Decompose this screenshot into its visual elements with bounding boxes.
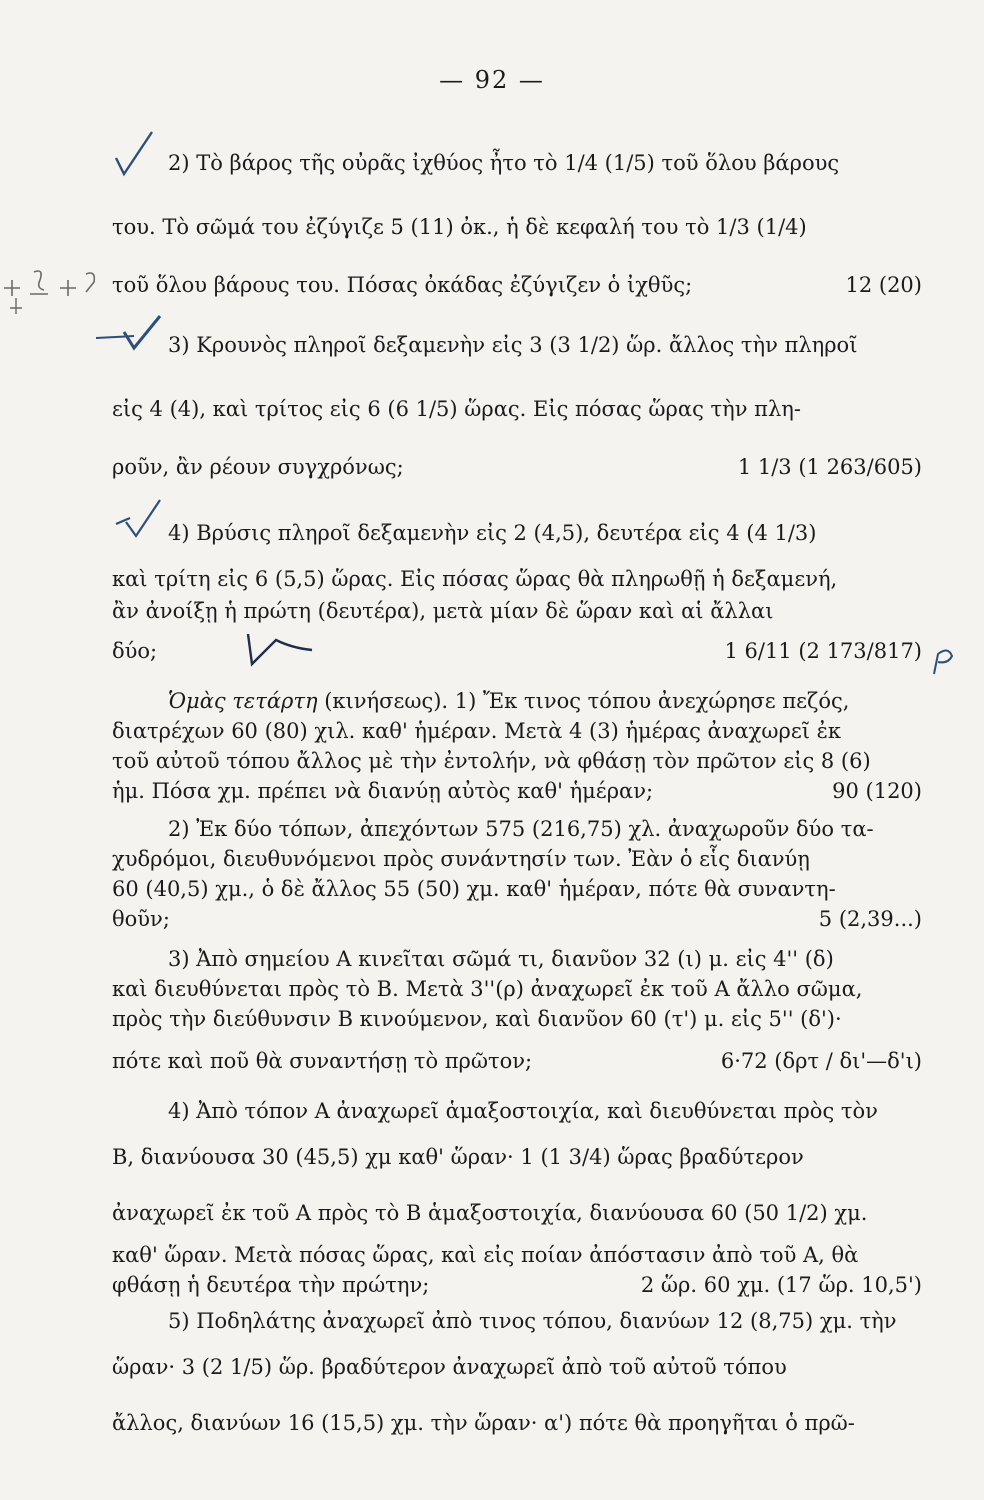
- text-line: [112, 1270, 922, 1300]
- text-line: ἂν ἀνοίξῃ ἡ πρώτη (δευτέρα), μετὰ μίαν δὲ ὥραν καὶ αἱ ἄλλαι: [112, 599, 774, 623]
- text-line: 3) Ἀπὸ σημείου Α κινεῖται σῶμά τι, διανῦον 32 (ι) μ. εἰς 4'' (δ): [168, 947, 834, 971]
- text-line: [168, 686, 922, 716]
- line-text: (κινήσεως). 1) Ἔκ τινος τόπου ἀνεχώρησε πεζός,: [324, 689, 850, 713]
- text-line: 2) Ἐκ δύο τόπων, ἀπεχόντων 575 (216,75) χλ. ἀναχωροῦν δύο τα-: [168, 817, 874, 841]
- text-line: ἄλλος, διανύων 16 (15,5) χμ. τὴν ὥραν· α') πότε θὰ προηγῆται ὁ πρῶ-: [112, 1411, 855, 1435]
- text-line: χυδρόμοι, διευθυνόμενοι πρὸς συνάντησίν των. Ἐὰν ὁ εἷς διανύῃ: [112, 847, 810, 871]
- answer: 2 ὥρ. 60 χμ. (17 ὥρ. 10,5'): [640, 1273, 922, 1297]
- text-line: 2) Τὸ βάρος τῆς οὐρᾶς ἰχθύος ἦτο τὸ 1/4 (1/5) τοῦ ὅλου βάρους: [168, 151, 840, 175]
- text-line: εἰς 4 (4), καὶ τρίτος εἰς 6 (6 1/5) ὥρας. Εἰς πόσας ὥρας τὴν πλη-: [112, 397, 801, 421]
- line-text: πότε καὶ ποῦ θὰ συναντήσῃ τὸ πρῶτον;: [112, 1049, 533, 1073]
- text-line: Β, διανύουσα 30 (45,5) χμ καθ' ὥραν· 1 (1 3/4) ὥρας βραδύτερον: [112, 1145, 804, 1169]
- text-line: του. Τὸ σῶμά του ἐζύγιζε 5 (11) ὀκ., ἡ δὲ κεφαλή του τὸ 1/3 (1/4): [112, 215, 807, 239]
- line-text: φθάσῃ ἡ δευτέρα τὴν πρώτην;: [112, 1273, 430, 1297]
- line-text: τοῦ ὅλου βάρους του. Πόσας ὀκάδας ἐζύγιζεν ὁ ἰχθῦς;: [112, 273, 693, 297]
- answer: 1 1/3 (1 263/605): [737, 455, 922, 479]
- text-line: [112, 636, 922, 666]
- text-line: 3) Κρουνὸς πληροῖ δεξαμενὴν εἰς 3 (3 1/2) ὥρ. ἄλλος τὴν πληροῖ: [168, 333, 858, 357]
- checkmark-icon: [112, 128, 156, 178]
- answer: 6·72 (δρτ / δι'—δ'ι): [720, 1049, 922, 1073]
- answer: 1 6/11 (2 173/817): [724, 639, 922, 663]
- text-line: 60 (40,5) χμ., ὁ δὲ ἄλλος 55 (50) χμ. καθ' ἡμέραν, πότε θὰ συναντη-: [112, 877, 836, 901]
- text-line: [112, 776, 922, 806]
- text-line: πρὸς τὴν διεύθυνσιν Β κινούμενον, καὶ διανῦον 60 (τ') μ. εἰς 5'' (δ')·: [112, 1007, 842, 1031]
- text-line: [112, 270, 922, 300]
- checkmark-icon: [94, 312, 164, 352]
- answer: 5 (2,39...): [818, 907, 922, 931]
- text-line: 4) Ἀπὸ τόπον Α ἀναχωρεῖ ἁμαξοστοιχία, καὶ διευθύνεται πρὸς τὸν: [168, 1099, 878, 1123]
- checkmark-icon: [112, 496, 168, 542]
- text-line: τοῦ αὐτοῦ τόπου ἄλλος μὲ τὴν ἐντολήν, νὰ φθάσῃ τὸν πρῶτον εἰς 8 (6): [112, 749, 871, 773]
- text-line: διατρέχων 60 (80) χιλ. καθ' ἡμέραν. Μετὰ 4 (3) ἡμέρας ἀναχωρεῖ ἐκ: [112, 719, 842, 743]
- text-line: καὶ τρίτη εἰς 6 (5,5) ὥρας. Εἰς πόσας ὥρας θὰ πληρωθῇ ἡ δεξαμενή,: [112, 567, 838, 591]
- text-line: καθ' ὥραν. Μετὰ πόσας ὥρας, καὶ εἰς ποίαν ἀπόστασιν ἀπὸ τοῦ Α, θὰ: [112, 1243, 859, 1267]
- line-text: ἡμ. Πόσα χμ. πρέπει νὰ διανύῃ αὐτὸς καθ' ἡμέραν;: [112, 779, 654, 803]
- text-line: [112, 452, 922, 482]
- section-heading: Ὁμὰς τετάρτη: [168, 689, 318, 713]
- pencil-scribble-icon: [0, 258, 110, 318]
- answer: 90 (120): [832, 779, 922, 803]
- text-line: [112, 1046, 922, 1076]
- text-line: ἀναχωρεῖ ἐκ τοῦ Α πρὸς τὸ Β ἁμαξοστοιχία, διανύουσα 60 (50 1/2) χμ.: [112, 1201, 868, 1225]
- page-number: — 92 —: [439, 66, 545, 94]
- line-text: δύο;: [112, 639, 158, 663]
- text-line: ὥραν· 3 (2 1/5) ὥρ. βραδύτερον ἀναχωρεῖ ἀπὸ τοῦ αὐτοῦ τόπου: [112, 1355, 787, 1379]
- line-text: ροῦν, ἂν ρέουν συγχρόνως;: [112, 455, 404, 479]
- text-line: θοῦν;: [112, 907, 170, 931]
- pencil-p-icon: [924, 640, 964, 676]
- text-line: 5) Ποδηλάτης ἀναχωρεῖ ἀπὸ τινος τόπου, διανύων 12 (8,75) χμ. τὴν: [168, 1309, 897, 1333]
- answer: 12 (20): [845, 273, 922, 297]
- text-line: 4) Βρύσις πληροῖ δεξαμενὴν εἰς 2 (4,5), δευτέρα εἰς 4 (4 1/3): [168, 521, 817, 545]
- text-line: καὶ διευθύνεται πρὸς τὸ Β. Μετὰ 3''(ρ) ἀναχωρεῖ ἐκ τοῦ Α ἄλλο σῶμα,: [112, 977, 863, 1001]
